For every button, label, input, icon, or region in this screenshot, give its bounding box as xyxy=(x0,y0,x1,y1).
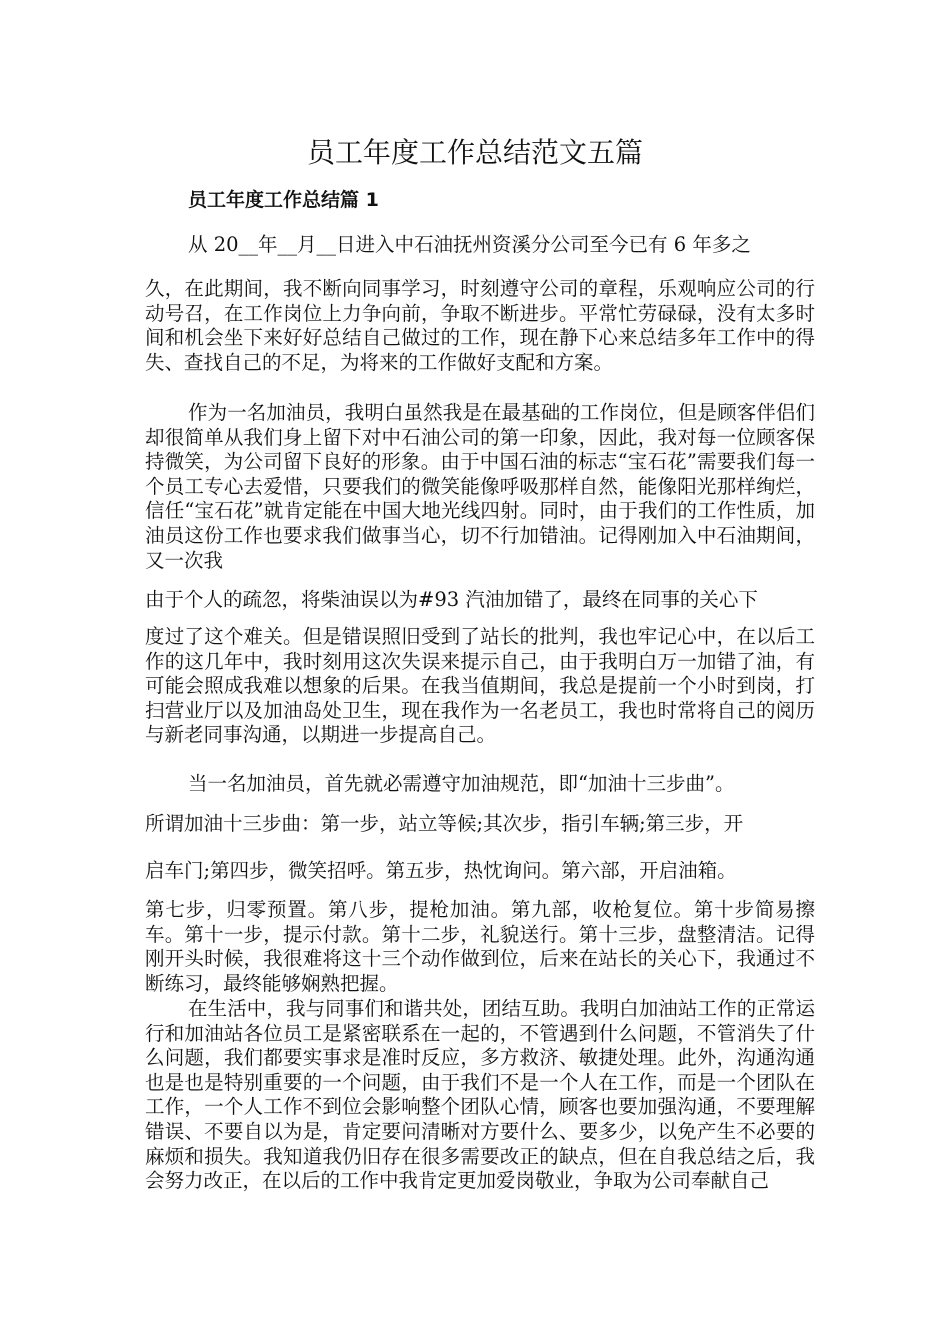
paragraph-1-first-line: 从 20__年__月__日进入中石油抚州资溪分公司至今已有 6 年多之 xyxy=(188,233,751,256)
paragraph-3-first-line: 当一名加油员，首先就必需遵守加油规范，即“加油十三步曲”。 xyxy=(188,772,735,795)
paragraph-2-continued: 度过了这个难关。但是错误照旧受到了站长的批判，我也牢记心中，在以后工作的这几年中，我时刻用这次失误来提示自己，由于我明白万一加错了油，有可能会照成我难以想象的后果。在我当值期间，我总是提前一个小时到岗，打扫营业厅以及加油岛处卫生，现在我作为一名老员工，我也时常将自己的阅历与新老同事沟通，以期进一步提高自己。 xyxy=(145,625,815,747)
paragraph-2-line: 由于个人的疏忽，将柴油误以为#93 汽油加错了，最终在同事的关心下 xyxy=(145,588,758,611)
paragraph-3-second-line: 所谓加油十三步曲：第一步，站立等候;其次步，指引车辆;第三步，开 xyxy=(145,812,744,835)
paragraph-4-body: 在生活中，我与同事们和谐共处，团结互助。我明白加油站工作的正常运行和加油站各位员工是紧密联系在一起的，不管遇到什么问题，不管消失了什么问题，我们都要实事求是准时反应，多方救济、敏捷处理。此外，沟通沟通也是也是特别重要的一个问题，由于我们不是一个人在工作，而是一个团队在工作，一个人工作不到位会影响整个团队心情，顾客也要加强沟通，不要理解错误、不要自以为是，肯定要问清晰对方要什么、要多少，以免产生不必要的麻烦和损失。我知道我仍旧存在很多需要改正的缺点，但在自我总结之后，我会努力改正，在以后的工作中我肯定更加爱岗敬业，争取为公司奉献自己 xyxy=(145,997,815,1193)
paragraph-1-body: 久，在此期间，我不断向同事学习，时刻遵守公司的章程，乐观响应公司的行动号召，在工作岗位上力争向前，争取不断进步。平常忙劳碌碌，没有太多时间和机会坐下来好好总结自己做过的工作，现在静下心来总结多年工作中的得失、查找自己的不足，为将来的工作做好支配和方案。 xyxy=(145,277,815,374)
paragraph-3-body: 第七步，归零预置。第八步，提枪加油。第九部，收枪复位。第十步简易擦车。第十一步，提示付款。第十二步，礼貌送行。第十三步，盘整清洁。记得刚开头时候，我很难将这十三个动作做到位，后来在站长的关心下，我通过不断练习，最终能够娴熟把握。 xyxy=(145,898,815,995)
paragraph-3-third-line: 启车门;第四步，微笑招呼。第五步，热忱询问。第六部，开启油箱。 xyxy=(145,859,737,882)
section-heading: 员工年度工作总结篇 1 xyxy=(188,189,379,211)
document-title: 员工年度工作总结范文五篇 xyxy=(306,136,643,169)
paragraph-2-body: 作为一名加油员，我明白虽然我是在最基础的工作岗位，但是顾客伴侣们却很简单从我们身上留下对中石油公司的第一印象，因此，我对每一位顾客保持微笑，为公司留下良好的形象。由于中国石油的标志“宝石花”需要我们每一个员工专心去爱惜，只要我们的微笑能像呼吸那样自然，能像阳光那样绚烂，信任“宝石花”就肯定能在中国大地光线四射。同时，由于我们的工作性质，加油员这份工作也要求我们做事当心，切不行加错油。记得刚加入中石油期间，又一次我 xyxy=(145,401,815,572)
